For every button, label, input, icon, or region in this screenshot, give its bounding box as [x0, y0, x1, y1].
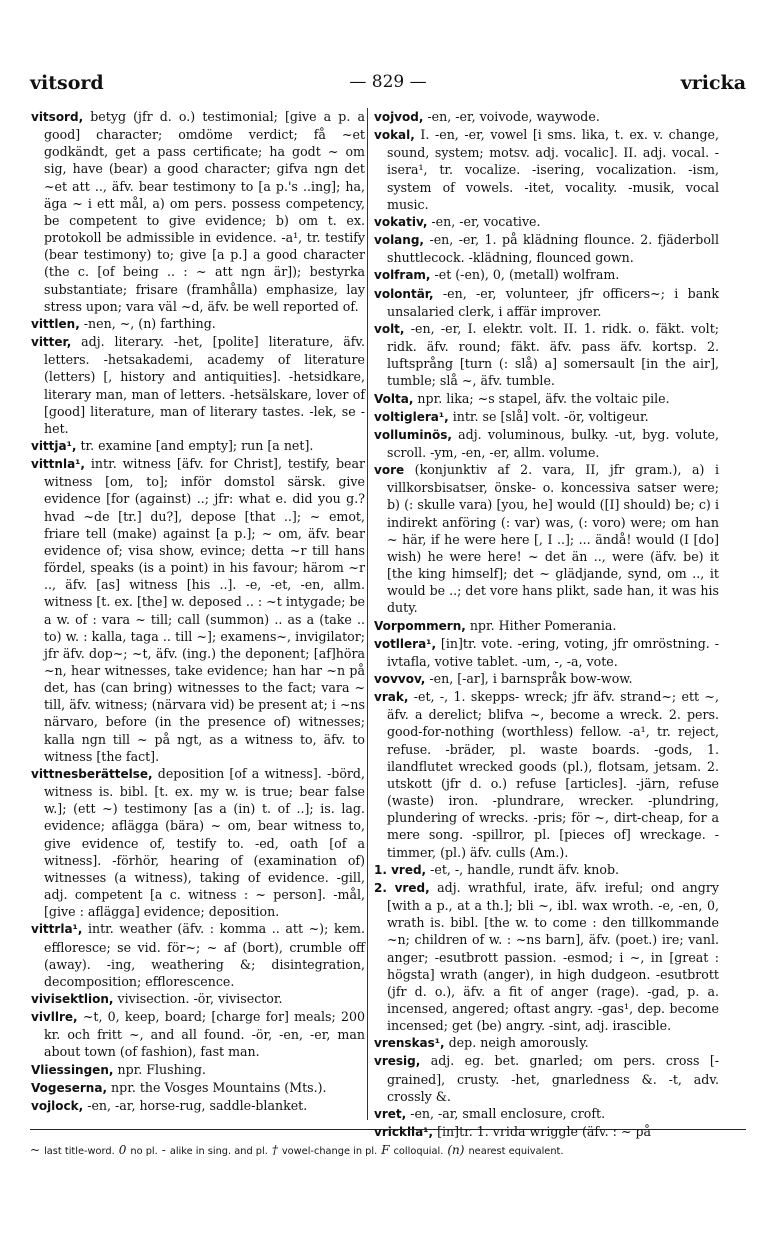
- entry-definition: adj. literary. -het, [polite] literature, äfv. letters. -hetsakademi, academy of literature (letters) [, history and antiquities]. -hetsidkare, literary man, man of letters. -hetsälskare, lover of [good] literature, man of literary tastes. -lek, se -het.: [44, 334, 365, 436]
- dictionary-entry: [374, 266, 719, 284]
- right-column: [367, 108, 719, 1140]
- dictionary-entry: [31, 990, 365, 1008]
- legend-symbol: F: [381, 1143, 390, 1157]
- entry-headword: vrenskas¹,: [374, 1036, 445, 1051]
- entry-headword: vittlen,: [31, 316, 80, 331]
- entry-headword: vittja¹,: [31, 438, 77, 453]
- entry-definition: [in]tr. vote. -ering, voting, jfr omröstning. -ivtafla, votive tablet. -um, -, -a, vote.: [387, 635, 719, 669]
- entry-headword: vojlock,: [31, 1098, 84, 1113]
- entry-definition: -en, -ar, small enclosure, croft.: [410, 1105, 606, 1121]
- entry-definition: intr. se [slå] volt. -ör, voltigeur.: [452, 408, 649, 424]
- dictionary-entry: [374, 617, 719, 635]
- dictionary-entry: [31, 1097, 365, 1115]
- legend-text: colloquial.: [393, 1146, 444, 1157]
- footer-rule: [30, 1129, 746, 1130]
- entry-definition: -et, -, handle, rundt äfv. knob.: [430, 861, 620, 877]
- dictionary-entry: [374, 285, 719, 320]
- entry-definition: (konjunktiv af 2. vara, II, jfr gram.), a) i villkorsbisatser, önske- o. koncessiva satser were; b) (: skulle vara) [you, he] would ([I] should) be; c) i indirekt anföring (: var) was, (: voro) were; om han ~ här, if he were here [, I ..]; ... ändå! would (I [do] wish) he were here! ~ det än .., were (äfv. be) it [the king himself]; det ~ glädjande, synd, om .., it would be ..; det vore hans plikt, sade han, it was his duty.: [387, 462, 719, 616]
- legend-text: alike in sing. and pl.: [169, 1146, 268, 1157]
- legend-symbol: 0: [118, 1143, 127, 1157]
- entry-definition: ~t, 0, keep, board; [charge for] meals; 200 kr. och fritt ~, and all found. -ör, -en, -er, man about town (of fashion), fast man.: [44, 1009, 365, 1060]
- dictionary-entry: [374, 861, 719, 879]
- dictionary-entry: [374, 426, 719, 461]
- entry-headword: vitter,: [31, 335, 72, 350]
- dictionary-entry: [374, 231, 719, 266]
- entry-headword: vittnesberättelse,: [31, 766, 153, 781]
- entry-definition: I. -en, -er, vowel [i sms. lika, t. ex. v. change, sound, system; motsv. adj. vocalic]. II. adj. vocal. -isera¹, tr. vocalize. -isering, vocalization. -ism, system of vowels. -itet, vocality. -musik, vocal music.: [387, 127, 719, 212]
- left-column: [31, 108, 365, 1120]
- entry-definition: deposition [of a witness]. -börd, witness is. bibl. [t. ex. my w. is true; bear false w.]; (ett ~) testimony [as a (in) t. of ..]; is. lag. evidence; aflägga (bära) ~ om, bear witness to, give evidence of, testify to. -ed, oath [of a witness]. -förhör, hearing of (examination of) witnesses (a witness), taking of evidence. -gill, adj. competent [a c. witness : ~ person]. -mål, [give : aflägga] evidence; deposition.: [44, 765, 365, 920]
- dictionary-entry: [31, 108, 365, 315]
- entry-definition: intr. witness [äfv. for Christ], testify, bear witness [om, to]; inför domstol särsk. give evidence [for (against) ..; jfr: what e. did you g.? hvad ~de [tr.] du?], depose [that ..]; ~ emot, friare tell (make) against [a p.]; ~ om, äfv. bear evidence of; visa show, evince; detta ~r till hans fördel, speaks (is a point) in his favour; härom ~r .., äfv. [as] witness [his ..]. -e, -et, -en, allm. witness [t. ex. [the] w. deposed .. : ~t intygade; be a w. of : vara ~ till; call (summon) .. as a (take .. to) w. : kalla, taga .. till ~]; examens~, invigilator; jfr äfv. dop~; ~t, äfv. (ing.) the deponent; [af]höra ~n, hear witnesses, take evidence; han har ~n på det, has (can bring) witnesses to the fact; vara ~ till, äfv. witness; (närvara vid) be present at; i ~ns närvaro, before (in the presence of) witnesses; kalla ngn till ~ på ngt, as a witness to, äfv. to witness [the fact].: [44, 456, 365, 764]
- entry-headword: vrak,: [374, 690, 409, 705]
- entry-headword: vivllre,: [31, 1010, 78, 1025]
- entry-headword: Vorpommern,: [374, 618, 466, 633]
- entry-headword: vore: [374, 463, 405, 478]
- entry-headword: vret,: [374, 1106, 407, 1121]
- entry-headword: 1. vred,: [374, 862, 427, 877]
- entry-definition: npr. lika; ~s stapel, äfv. the voltaic pile.: [417, 390, 670, 406]
- legend-text: nearest equivalent.: [468, 1146, 564, 1157]
- entry-headword: vresig,: [374, 1054, 421, 1069]
- legend-symbol: (n): [447, 1143, 465, 1157]
- page-number: — 829 —: [349, 72, 427, 92]
- entry-headword: vojvod,: [374, 110, 424, 124]
- entry-definition: npr. Hither Pomerania.: [469, 617, 617, 633]
- entry-headword: 2. vred,: [374, 880, 430, 895]
- dictionary-entry: [31, 315, 365, 333]
- entry-definition: -en, -er, 1. på klädning flounce. 2. fjäderboll shuttlecock. -klädning, flounced gown.: [387, 232, 719, 266]
- dictionary-entry: [31, 333, 365, 437]
- legend-symbol: †: [271, 1143, 278, 1157]
- dictionary-entry: [374, 670, 719, 688]
- entry-definition: -nen, ~, (n) farthing.: [83, 315, 216, 331]
- entry-headword: vokativ,: [374, 214, 428, 229]
- abbreviation-legend: [30, 1143, 746, 1157]
- dictionary-entry: [374, 126, 719, 213]
- entry-definition: -en, -er, voivode, waywode.: [427, 109, 600, 124]
- legend-symbol: ~: [30, 1143, 41, 1157]
- entry-definition: npr. the Vosges Mountains (Mts.).: [111, 1079, 327, 1095]
- legend-text: no pl.: [130, 1146, 158, 1157]
- dictionary-entry: [374, 1052, 719, 1104]
- entry-definition: -en, -er, volunteer, jfr officers~; i bank unsalaried clerk, i affär improver.: [387, 285, 719, 319]
- entry-headword: Volta,: [374, 391, 414, 406]
- entry-headword: vovvov,: [374, 672, 426, 686]
- dictionary-entry: [374, 461, 719, 616]
- dictionary-entry: [374, 1034, 719, 1052]
- dictionary-entry: [31, 1079, 365, 1097]
- dictionary-entry: [374, 688, 719, 861]
- entry-definition: -en, -er, vocative.: [431, 213, 541, 229]
- legend-symbol: -: [161, 1143, 166, 1157]
- entry-definition: -en, -er, I. elektr. volt. II. 1. ridk. o. fäkt. volt; ridk. äfv. round; fäkt. äfv. pass äfv. kortsp. 2. luftsprång [turn (: slå) a] somersault [in the air], tumble; slå ~, äfv. tumble.: [387, 320, 719, 389]
- entry-headword: vricklla¹,: [374, 1125, 434, 1140]
- entry-headword: volt,: [374, 321, 405, 336]
- entry-definition: adj. voluminous, bulky. -ut, byg. volute, scroll. -ym, -en, -er, allm. volume.: [387, 426, 719, 460]
- entry-headword: volontär,: [374, 286, 434, 301]
- entry-headword: voltiglera¹,: [374, 409, 449, 424]
- entry-definition: -et (-en), 0, (metall) wolfram.: [434, 267, 620, 283]
- dictionary-entry: [374, 879, 719, 1034]
- entry-definition: dep. neigh amorously.: [448, 1035, 589, 1051]
- dictionary-entry: [374, 635, 719, 670]
- entry-definition: [in]tr. 1. vrida wriggle (äfv. : ~ på: [437, 1124, 652, 1140]
- dictionary-entry: [31, 920, 365, 990]
- entry-definition: intr. weather (äfv. : komma .. att ~); kem. effloresce; se vid. för~; ~ af (bort), crumble off (away). -ing, weathering &; disintegration, decomposition; efflorescence.: [44, 921, 365, 989]
- entry-definition: adj. wrathful, irate, äfv. ireful; ond angry [with a p., at a th.]; bli ~, ibl. wax wroth. -e, -en, 0, wrath is. bibl. [the w. to come : den tillkommande ~n; children of w. : ~ns barn], äfv. (poet.) ire; vanl. anger; -esutbrott passion. -esmod; i ~, in [great : högsta] wrath (anger), in high dudgeon. -esutbrott (jfr d. o.), äfv. a fit of anger (rage). -gad, p. a. incensed, angered; oftast angry. -gas¹, dep. become incensed; get (be) angry. -sint, adj. irascible.: [387, 879, 719, 1034]
- entry-headword: Vliessingen,: [31, 1062, 114, 1077]
- page-header: [30, 72, 746, 98]
- entry-definition: -en, -ar, horse-rug, saddle-blanket.: [87, 1097, 308, 1113]
- dictionary-entry: [374, 390, 719, 408]
- right-guide-word: vricka: [680, 72, 746, 94]
- entry-definition: -en, [-ar], i barnspråk bow-wow.: [429, 671, 633, 686]
- entry-headword: volluminös,: [374, 427, 452, 442]
- entry-definition: betyg (jfr d. o.) testimonial; [give a p. a good] character; omdöme verdict; få ~et godkändt, get a pass certificate; ha godt ~ om sig, have (bear) a good character; gifva ngn det ~et att .., äfv. bear testimony to [a p.'s ..ing]; ha, äga ~ i ett mål, a) om pers. possess competency, be competent to give evidence; b) om t. ex. protokoll be admissible in evidence. -a¹, tr. testify (bear testimony) to; give [a p.] a good character (the c. [of being .. : ~ att ngn är]); bestyrka substantiate; frisare (framhålla) emphasize, lay stress upon; vara väl ~d, äfv. be well reported of.: [44, 109, 365, 314]
- entry-definition: vivisection. -ör, vivisector.: [117, 990, 283, 1006]
- entry-headword: votllera¹,: [374, 636, 436, 651]
- dictionary-entry: [374, 1123, 719, 1141]
- entry-definition: tr. examine [and empty]; run [a net].: [80, 437, 314, 453]
- entry-headword: vitsord,: [31, 110, 84, 124]
- entry-definition: npr. Flushing.: [117, 1061, 206, 1077]
- entry-headword: vittrla¹,: [31, 922, 83, 937]
- dictionary-entry: [374, 108, 719, 126]
- dictionary-entry: [31, 1008, 365, 1060]
- dictionary-entry: [374, 320, 719, 390]
- dictionary-entry: [31, 455, 365, 765]
- entry-headword: Vogeserna,: [31, 1080, 108, 1095]
- dictionary-entry: [374, 1105, 719, 1123]
- entry-headword: vivisektlion,: [31, 991, 114, 1006]
- legend-text: last title-word.: [44, 1146, 115, 1157]
- left-guide-word: vitsord: [30, 72, 104, 94]
- entry-definition: adj. eg. bet. gnarled; om pers. cross [-grained], crusty. -het, gnarledness &. -t, adv. crossly &.: [387, 1053, 719, 1104]
- dictionary-entry: [374, 213, 719, 231]
- entry-headword: volfram,: [374, 268, 431, 283]
- entry-headword: volang,: [374, 233, 424, 248]
- dictionary-entry: [31, 1061, 365, 1079]
- dictionary-entry: [374, 408, 719, 426]
- legend-text: vowel-change in pl.: [281, 1146, 378, 1157]
- dictionary-entry: [31, 437, 365, 455]
- entry-headword: vittnla¹,: [31, 457, 85, 472]
- entry-headword: vokal,: [374, 128, 415, 143]
- dictionary-entry: [31, 765, 365, 920]
- entry-definition: -et, -, 1. skepps- wreck; jfr äfv. strand~; ett ~, äfv. a derelict; blifva ~, become a wreck. 2. pers. good-for-nothing (worthless) fellow. -a¹, tr. reject, refuse. -bräder, pl. waste boards. -gods, 1. ilandflutet wrecked goods (pl.), flotsam, jetsam. 2. utskott (jfr d. o.) refuse [articles]. -järn, refuse (waste) iron. -plundrare, wrecker. -plundring, plundering of wrecks. -pris; för ~, dirt-cheap, for a mere song. -spillror, pl. [pieces of] wreckage. -timmer, (pl.) äfv. culls (Am.).: [387, 689, 719, 860]
